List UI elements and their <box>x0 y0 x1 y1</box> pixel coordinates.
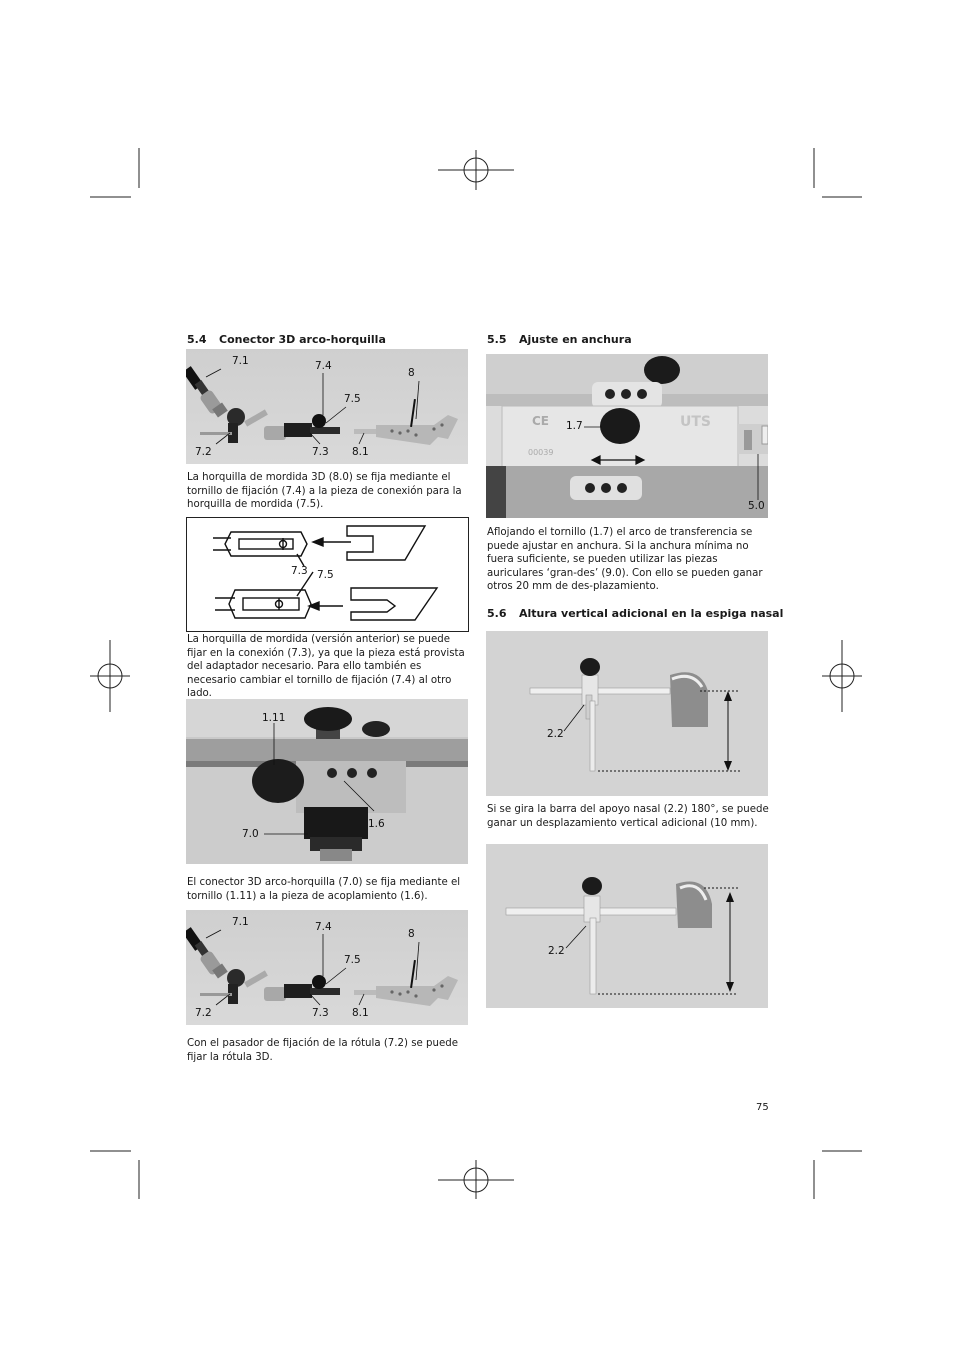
nasal-support-illustration <box>486 844 768 1008</box>
coupling-illustration <box>186 699 468 864</box>
paragraph-nasal-rotate: Si se gira la barra del apoyo nasal (2.2) 180°, se puede ganar un desplazamiento vertical adicional (10 mm). <box>487 804 769 829</box>
figure-nasal-support-photo-2 <box>486 844 768 1008</box>
label-7-4: 7.4 <box>315 921 332 933</box>
section-heading-5-6 <box>487 607 783 620</box>
label-8-1: 8.1 <box>352 446 369 458</box>
label-7-3: 7.3 <box>312 1007 329 1019</box>
label-7-3: 7.3 <box>312 446 329 458</box>
label-7-5: 7.5 <box>344 954 361 966</box>
section-heading-5-4 <box>187 333 386 346</box>
width-adjustment-illustration <box>486 354 768 518</box>
section-title: Altura vertical adicional en la espiga nasal <box>519 607 784 620</box>
label-8: 8 <box>408 367 415 379</box>
figure-nasal-support-photo-1 <box>486 631 768 796</box>
section-heading-5-5 <box>487 333 632 346</box>
paragraph-bite-fork: La horquilla de mordida 3D (8.0) se fija mediante el tornillo de fijación (7.4) a la pieza de conexión para la horquilla de mordida (7.5). <box>187 472 462 511</box>
ce-mark: CE <box>532 414 550 428</box>
figure-connection-diagram <box>186 517 469 632</box>
figure-connector-photo-1 <box>186 349 468 464</box>
section-title: Conector 3D arco-horquilla <box>219 333 386 346</box>
uts-mark: UTS <box>680 414 712 430</box>
label-7-3: 7.3 <box>291 565 308 577</box>
label-7-5: 7.5 <box>317 569 334 581</box>
label-2-2: 2.2 <box>548 945 565 957</box>
label-7-2: 7.2 <box>195 1007 212 1019</box>
paragraph-connector-fix: El conector 3D arco-horquilla (7.0) se fija mediante el tornillo (1.11) a la pieza de acoplamiento (1.6). <box>187 877 461 902</box>
page-number: 75 <box>756 1102 769 1113</box>
serial-number: 00039 <box>528 448 554 457</box>
section-title: Ajuste en anchura <box>519 333 632 346</box>
label-7-5: 7.5 <box>344 393 361 405</box>
figure-connector-photo-2 <box>186 910 468 1025</box>
paragraph-width-adjust: Aflojando el tornillo (1.7) el arco de transferencia se puede ajustar en anchura. Si la anchura mínima no fuera suficiente, se pueden utilizar las piezas auriculares ‘gran-des’ (9.0). Con ello se pueden ganar otros 20 mm de des-plazamiento. <box>487 527 763 593</box>
section-number: 5.5 <box>487 333 507 346</box>
label-7-2: 7.2 <box>195 446 212 458</box>
section-number: 5.6 <box>487 607 507 620</box>
paragraph-ball-joint: Con el pasador de fijación de la rótula (7.2) se puede fijar la rótula 3D. <box>187 1038 458 1063</box>
label-5-0: 5.0 <box>748 500 765 512</box>
label-8-1: 8.1 <box>352 1007 369 1019</box>
nasal-support-illustration <box>486 631 768 796</box>
label-7-4: 7.4 <box>315 360 332 372</box>
label-7-0: 7.0 <box>242 828 259 840</box>
label-2-2: 2.2 <box>547 728 564 740</box>
figure-coupling-photo <box>186 699 468 864</box>
paragraph-old-version: La horquilla de mordida (versión anterior) se puede fijar en la conexión (7.3), ya que la pieza está provista del adaptador necesario. Para ello también es necesario cambiar el tornillo de fijación (7.4) al otro lado. <box>187 634 465 700</box>
section-number: 5.4 <box>187 333 207 346</box>
label-7-1: 7.1 <box>232 355 249 367</box>
label-1-6: 1.6 <box>368 818 385 830</box>
figure-width-adjustment-photo <box>486 354 768 518</box>
label-1-11: 1.11 <box>262 712 286 724</box>
label-8: 8 <box>408 928 415 940</box>
label-7-1: 7.1 <box>232 916 249 928</box>
label-1-7: 1.7 <box>566 420 583 432</box>
